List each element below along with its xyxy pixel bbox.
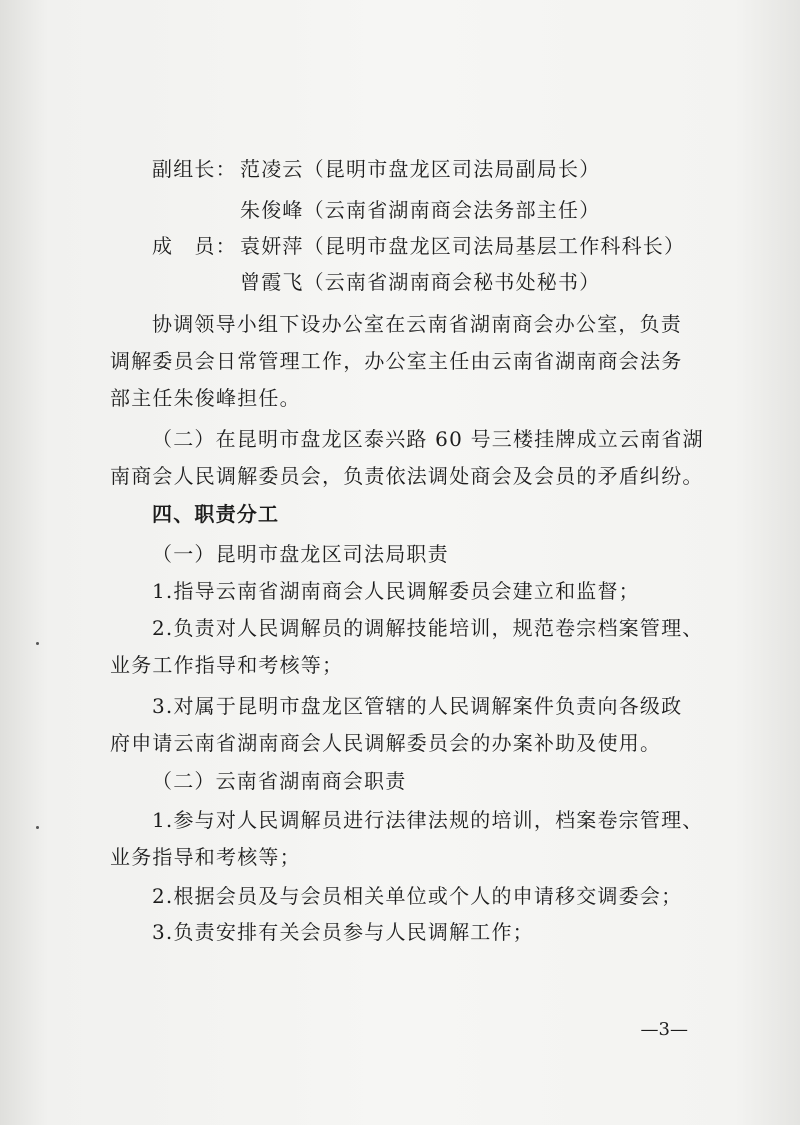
scan-speck xyxy=(36,826,39,829)
part-one-item-1: 1.指导云南省湖南商会人民调解委员会建立和监督； xyxy=(152,579,640,603)
part-two-item-1-line-2: 业务指导和考核等； xyxy=(110,845,301,869)
part-one-title: （一）昆明市盘龙区司法局职责 xyxy=(152,542,449,566)
part-one-item-2-line-1: 2.负责对人民调解员的调解技能培训，规范卷宗档案管理、 xyxy=(152,616,704,640)
member-1: 袁妍萍（昆明市盘龙区司法局基层工作科科长） xyxy=(240,234,686,258)
office-paragraph-line-3: 部主任朱俊峰担任。 xyxy=(110,386,301,410)
part-one-item-3-line-2: 府申请云南省湖南商会人民调解委员会的办案补助及使用。 xyxy=(110,731,662,755)
office-paragraph-line-1: 协调领导小组下设办公室在云南省湖南商会办公室，负责 xyxy=(152,312,682,336)
page-number: —3— xyxy=(640,1019,688,1040)
office-paragraph-line-2: 调解委员会日常管理工作，办公室主任由云南省湖南商会法务 xyxy=(110,349,683,373)
section-four-title: 四、职责分工 xyxy=(152,502,280,526)
part-two-item-3: 3.负责安排有关会员参与人民调解工作； xyxy=(152,920,534,944)
deputy-leader-1: 范凌云（昆明市盘龙区司法局副局长） xyxy=(240,157,601,181)
part-two-title: （二）云南省湖南商会职责 xyxy=(152,769,407,793)
part-two-item-1-line-1: 1.参与对人民调解员进行法律法规的培训，档案卷宗管理、 xyxy=(152,808,704,832)
part-two-item-2: 2.根据会员及与会员相关单位或个人的申请移交调委会； xyxy=(152,884,683,908)
item-two-line-1: （二）在昆明市盘龙区泰兴路 60 号三楼挂牌成立云南省湖 xyxy=(152,427,704,451)
part-one-item-2-line-2: 业务工作指导和考核等； xyxy=(110,653,344,677)
members-label: 成 员： xyxy=(152,234,237,258)
member-2: 曾霞飞（云南省湖南商会秘书处秘书） xyxy=(240,270,601,294)
item-two-line-2: 南商会人民调解委员会，负责依法调处商会及会员的矛盾纠纷。 xyxy=(110,464,704,488)
deputy-leader-label: 副组长： xyxy=(152,157,237,181)
part-one-item-3-line-1: 3.对属于昆明市盘龙区管辖的人民调解案件负责向各级政 xyxy=(152,694,683,718)
deputy-leader-2: 朱俊峰（云南省湖南商会法务部主任） xyxy=(240,198,601,222)
scan-speck xyxy=(36,642,39,645)
